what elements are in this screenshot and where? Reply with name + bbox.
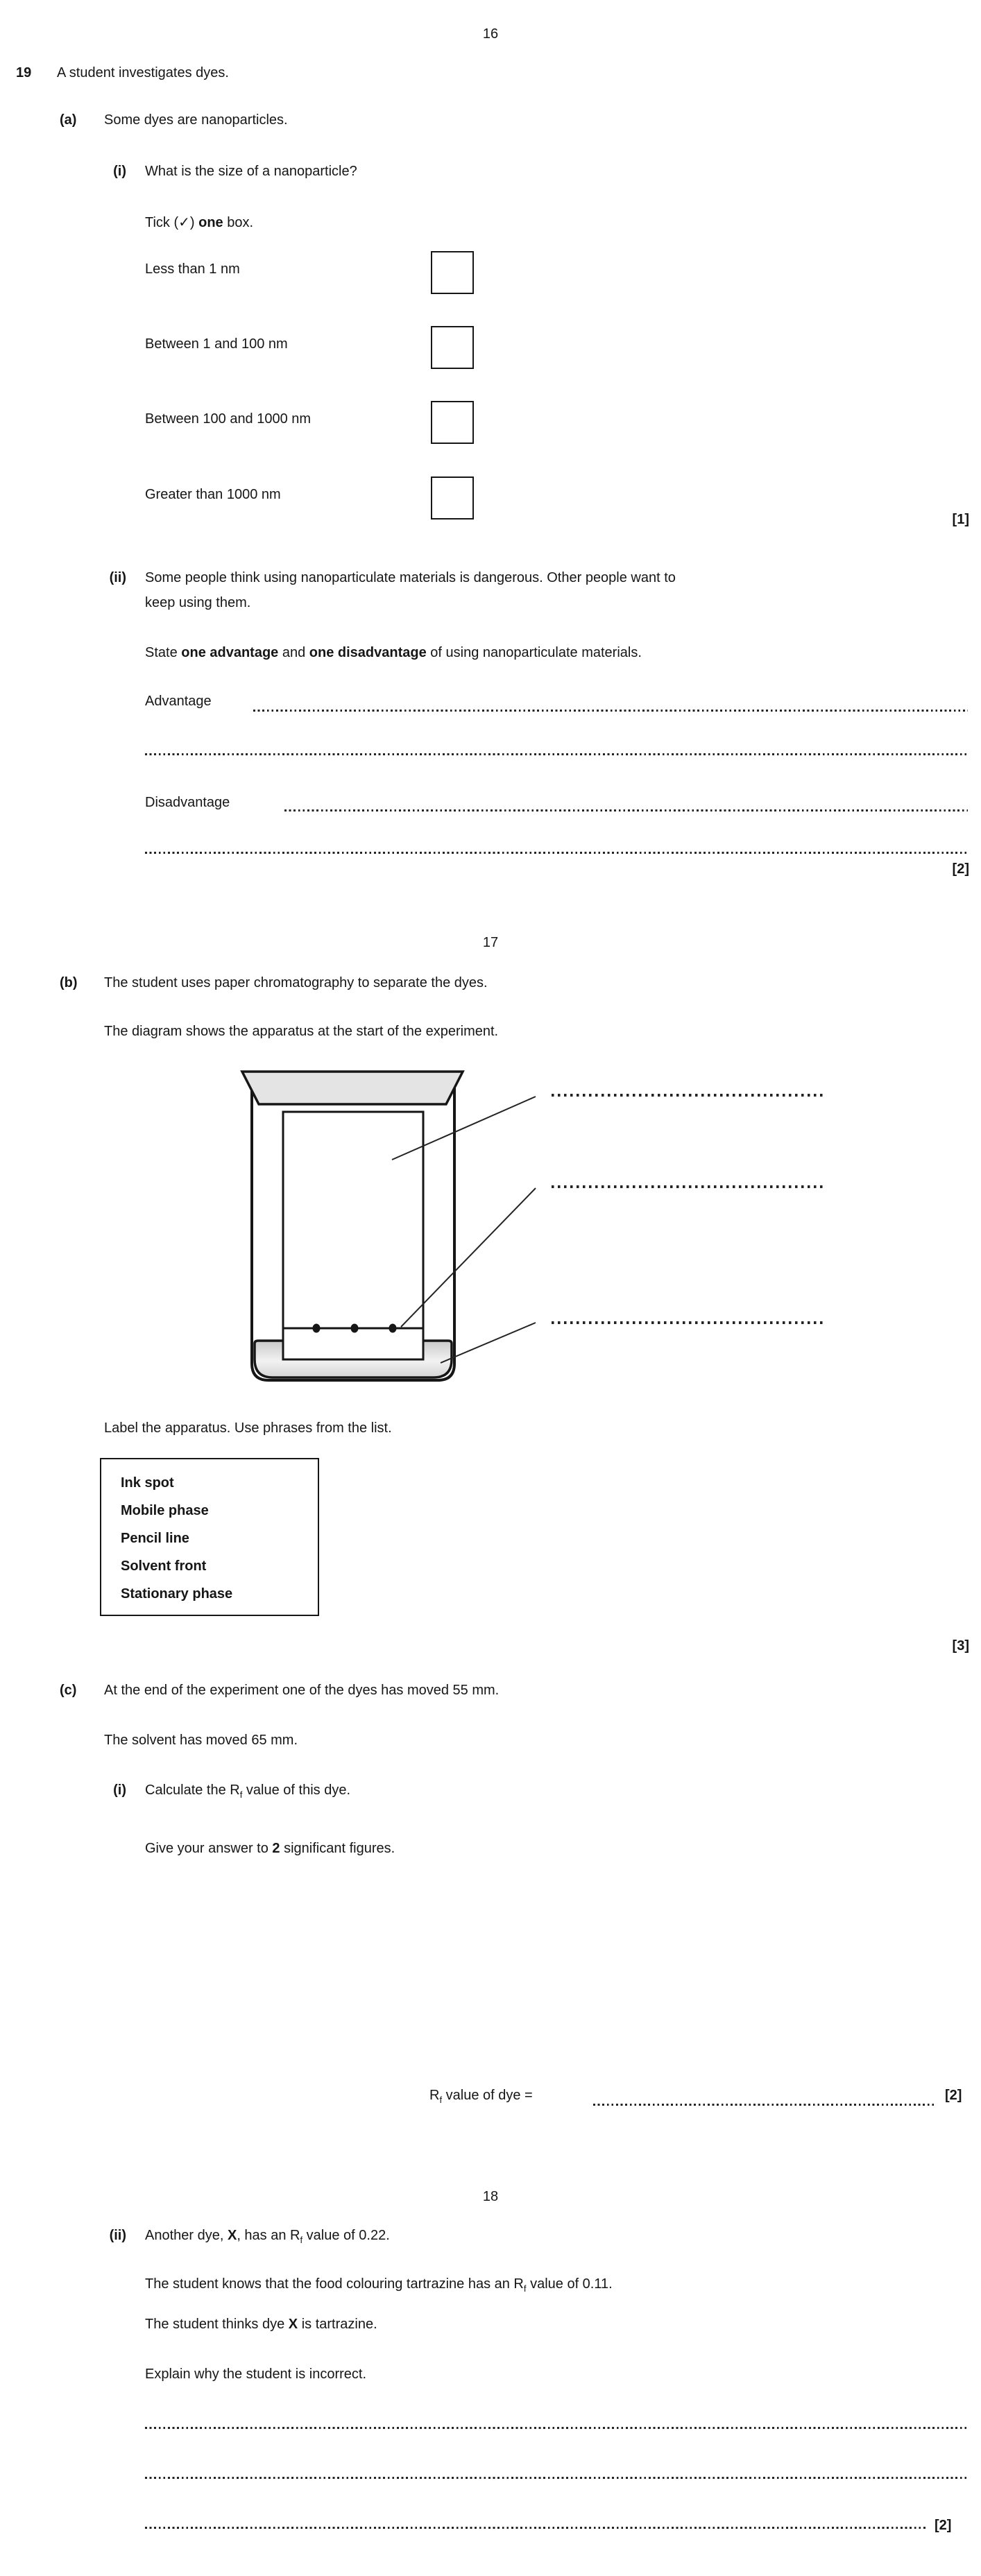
part-a-ii-intro-line1: Some people think using nanoparticulate materials is dangerous. Other people want to [145,570,676,585]
chromatography-paper [283,1112,423,1359]
option-label-between-100-1000nm: Between 100 and 1000 nm [145,411,312,427]
explain-answer-line-3[interactable] [145,2527,928,2529]
label-instruction: Label the apparatus. Use phrases from the list. [104,1420,392,1436]
option-checkbox-between-1-100nm[interactable] [431,326,474,369]
part-b-intro: The student uses paper chromatography to separate the dyes. [104,975,488,990]
part-c-ii-line2: The student knows that the food colouring tartrazine has an $R_f$ value of 0.11. [145,2276,613,2294]
explain-answer-line-1[interactable] [145,2427,968,2429]
disadvantage-answer-line-2[interactable] [145,852,968,854]
advantage-label: Advantage [145,694,212,709]
part-c-intro-line1: At the end of the experiment one of the dyes has moved 55 mm. [104,1683,500,1698]
advantage-answer-line-1[interactable] [253,710,968,712]
question-text: A student investigates dyes. [57,65,229,80]
part-c-i-label: (i) [113,1783,126,1798]
ink-spot-3 [389,1324,397,1333]
part-b-diagram-caption: The diagram shows the apparatus at the start of the experiment. [104,1024,499,1039]
part-c-intro-line2: The solvent has moved 65 mm. [104,1733,298,1748]
disadvantage-answer-line-1[interactable] [284,809,968,812]
part-b-label: (b) [60,975,78,990]
option-label-less-than-1nm: Less than 1 nm [145,261,240,277]
part-c-ii-line1: Another dye, X, has an $R_f$ value of 0.22. [145,2228,390,2245]
part-c-i-instruction: Calculate the $R_f$ value of this dye. [145,1783,351,1800]
marks-a-ii: [2] [952,861,969,877]
rf-answer-label: $R_f$ value of dye = [429,2088,533,2105]
phrase-list-box [100,1458,319,1616]
page-number-16: 16 [482,26,499,42]
part-c-ii-line3: The student thinks dye X is tartrazine. [145,2317,377,2332]
page-number-17: 17 [482,935,499,950]
option-checkbox-less-than-1nm[interactable] [431,251,474,294]
part-a-ii-instruction: State one advantage and one disadvantage of using nanoparticulate materials. [145,645,642,660]
chromatography-diagram [236,1065,833,1391]
marks-b: [3] [952,1638,969,1654]
marks-c-ii: [2] [935,2518,952,2533]
disadvantage-label: Disadvantage [145,795,230,810]
option-label-between-1-100nm: Between 1 and 100 nm [145,336,288,352]
rf-answer-line[interactable] [593,2104,937,2106]
explain-answer-line-2[interactable] [145,2477,968,2479]
tick-instruction: Tick (✓) one box. [145,215,254,230]
part-c-label: (c) [60,1683,77,1698]
advantage-answer-line-2[interactable] [145,753,968,755]
beaker-lid [242,1072,463,1104]
part-a-i-label: (i) [113,164,126,179]
page-number-18: 18 [482,2189,499,2204]
phrase-stationary-phase: Stationary phase [121,1586,233,1602]
part-a-ii-intro-line2: keep using them. [145,595,251,610]
ink-spot-1 [313,1324,321,1333]
option-label-greater-1000nm: Greater than 1000 nm [145,487,281,502]
part-a-intro: Some dyes are nanoparticles. [104,112,288,128]
question-number: 19 [16,65,32,80]
option-checkbox-between-100-1000nm[interactable] [431,401,474,444]
phrase-pencil-line: Pencil line [121,1531,189,1546]
phrase-solvent-front: Solvent front [121,1559,207,1574]
marks-c-i: [2] [945,2088,962,2103]
part-a-ii-label: (ii) [109,570,126,585]
part-a-i-question: What is the size of a nanoparticle? [145,164,357,179]
phrase-mobile-phase: Mobile phase [121,1503,209,1518]
part-c-i-sig-fig-line: Give your answer to 2 significant figures. [145,1841,395,1856]
part-c-ii-label: (ii) [109,2228,126,2243]
part-a-label: (a) [60,112,77,128]
phrase-ink-spot: Ink spot [121,1475,174,1491]
option-checkbox-greater-1000nm[interactable] [431,476,474,520]
marks-a-i: [1] [952,512,969,527]
part-c-ii-line4: Explain why the student is incorrect. [145,2367,367,2382]
ink-spot-2 [351,1324,359,1333]
